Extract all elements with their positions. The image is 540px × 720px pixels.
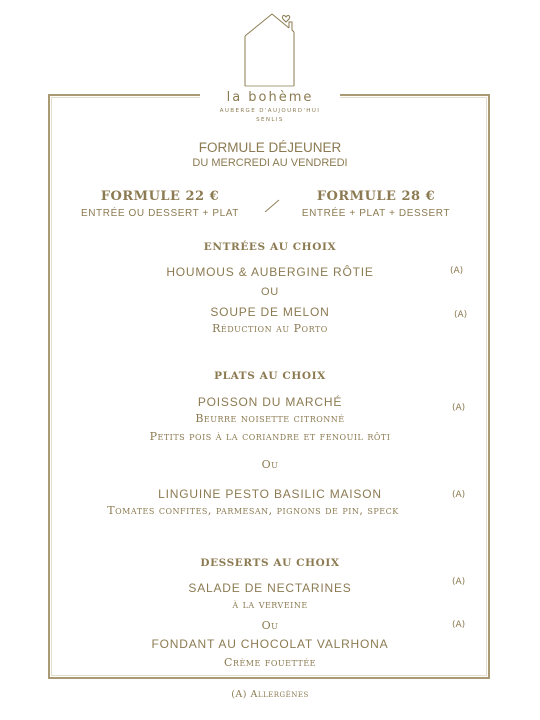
entree-item-1: HOUMOUS & AUBERGINE RÔTIE bbox=[166, 265, 374, 279]
brand-city: SENLIS bbox=[256, 117, 284, 123]
brand-name: la bohème bbox=[226, 90, 314, 105]
dessert-item-1-sub: à la verveine bbox=[232, 598, 308, 611]
plat-item-1: POISSON DU MARCHÉ bbox=[197, 395, 343, 409]
plat-item-2: LINGUINE PESTO BASILIC MAISON bbox=[158, 487, 382, 501]
entree-item-2: SOUPE DE MELON bbox=[210, 305, 330, 319]
formule-22-desc: ENTRÉE OU DESSERT + PLAT bbox=[80, 208, 240, 219]
plat-item-2-allergen: (A) bbox=[452, 490, 466, 500]
plat-or: Ou bbox=[261, 458, 279, 471]
desserts-heading: DESSERTS AU CHOIX bbox=[200, 557, 340, 569]
plat-item-2-sub: Tomates confites, parmesan, pignons de pin, speck bbox=[107, 504, 399, 517]
entree-or: OU bbox=[260, 286, 280, 298]
formule-22-price: FORMULE 22 € bbox=[100, 189, 220, 204]
dessert-item-2: FONDANT AU CHOCOLAT VALRHONA bbox=[151, 637, 389, 651]
plats-heading: PLATS AU CHOIX bbox=[214, 370, 326, 382]
plat-item-1-allergen: (A) bbox=[452, 403, 466, 413]
page-title: FORMULE DÉJEUNER bbox=[198, 140, 342, 155]
formule-28-price: FORMULE 28 € bbox=[316, 189, 436, 204]
plat-item-1-sub2: Petits pois à la coriandre et fenouil rôti bbox=[149, 430, 391, 443]
dessert-item-2-sub: Crème fouettée bbox=[224, 656, 316, 669]
dessert-item-1: SALADE DE NECTARINES bbox=[188, 581, 352, 595]
plat-item-1-sub1: Beurre noisette citronné bbox=[195, 412, 345, 425]
dessert-or-allergen: (A) bbox=[452, 620, 466, 630]
entrees-heading: ENTRÉES AU CHOIX bbox=[203, 241, 337, 253]
dessert-or: Ou bbox=[261, 619, 279, 632]
entree-item-2-sub: Réduction au Porto bbox=[212, 322, 328, 335]
page-subtitle: DU MERCREDI AU VENDREDI bbox=[192, 157, 348, 169]
formule-28-desc: ENTRÉE + PLAT + DESSERT bbox=[301, 208, 451, 219]
entree-item-2-allergen: (A) bbox=[454, 310, 468, 320]
brand-tagline: AUBERGE D'AUJOURD'HUI bbox=[219, 108, 321, 114]
dessert-item-1-allergen: (A) bbox=[452, 577, 466, 587]
allergen-note: (A) Allergènes bbox=[231, 689, 309, 700]
house-heart-logo-icon bbox=[242, 8, 302, 88]
entree-item-1-allergen: (A) bbox=[450, 266, 464, 276]
